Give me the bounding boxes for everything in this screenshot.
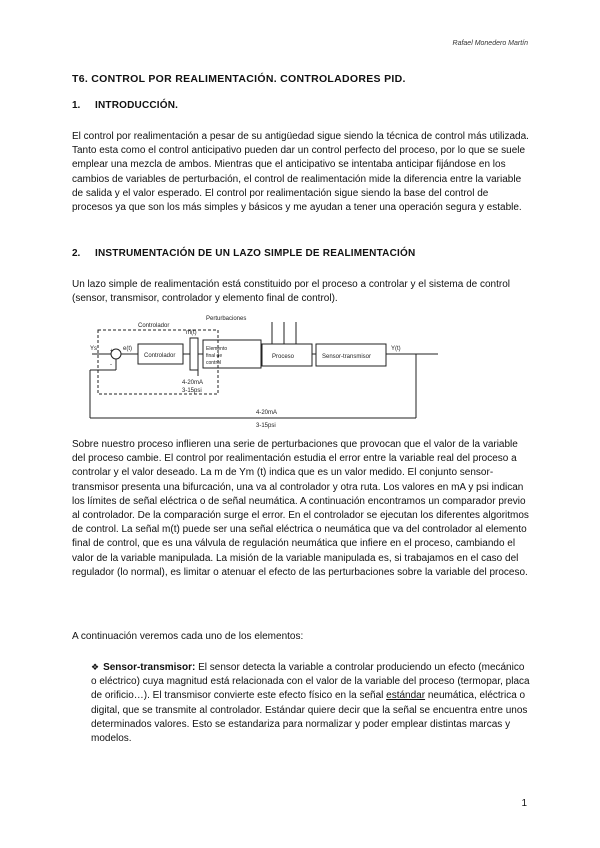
sensor-block-label: Sensor-transmisor bbox=[322, 354, 372, 360]
section2-heading: INSTRUMENTACIÓN DE UN LAZO SIMPLE DE REALIMENTACIÓN bbox=[95, 248, 416, 259]
final-element-label-1: Elemento bbox=[206, 346, 228, 352]
document-title: T6. CONTROL POR REALIMENTACIÓN. CONTROLADORES PID. bbox=[72, 73, 406, 85]
disturbances-label: Perturbaciones bbox=[206, 316, 247, 322]
section1-heading: INTRODUCCIÓN. bbox=[95, 100, 179, 111]
section1-paragraph: El control por realimentación a pesar de su antigüedad sigue siendo la técnica de control más utilizada. Tanto esta como el control anticipativo pueden dar un control perfecto del proceso, por lo que se suele emplear una mezcla de ambos. Mientras que el anticipativo se intentaba anticipar fijándose en los cambios de variables de perturbación, el control de realimentación mide la diferencia entre la variable de salida y el valor esperado. El control por realimentación sigue siendo la base del control de procesos ya que son los más simples y básicos y me ayudan a tener una operación segura y estable. bbox=[72, 131, 529, 214]
section1-number: 1. bbox=[72, 100, 81, 111]
sensor-bullet-label: Sensor-transmisor: bbox=[103, 662, 196, 673]
outer-psi-label: 3-15psi bbox=[256, 423, 276, 429]
elements-intro: A continuación veremos cada uno de los elementos: bbox=[72, 631, 304, 642]
sensor-bullet-underlined: estándar bbox=[386, 690, 426, 702]
page-number: 1 bbox=[521, 798, 527, 809]
minus-sign: - bbox=[110, 362, 112, 368]
inner-ma-label: 4-20mA bbox=[182, 380, 204, 386]
final-element-label-2: final de bbox=[206, 353, 223, 359]
section2-number: 2. bbox=[72, 248, 81, 259]
output-label: Y(t) bbox=[391, 346, 401, 352]
process-block-label: Proceso bbox=[272, 354, 295, 360]
final-element-label-3: control bbox=[206, 360, 222, 366]
inner-psi-label: 3-15psi bbox=[182, 388, 202, 394]
plus-sign: + bbox=[110, 348, 113, 354]
outer-ma-label: 4-20mA bbox=[256, 410, 278, 416]
setpoint-label: Ys bbox=[90, 346, 98, 352]
author-header: Rafael Monedero Martín bbox=[452, 40, 528, 47]
manipulated-signal-label: m(t) bbox=[186, 330, 197, 336]
sensor-bullet-text-2: neumática, eléctrica o digital, que se transmite al controlador. Estándar quiere decir que la señal se encuentra entre unos determinados valores. Esto se estandariza para normalizar y poder emplear distintas marcas y modelos. bbox=[91, 690, 528, 745]
error-label: e(t) bbox=[123, 346, 132, 352]
section2-intro: Un lazo simple de realimentación está constituido por el proceso a controlar y el sistema de control (sensor, transmisor, controlador y elemento final de control). bbox=[72, 279, 510, 305]
section2-paragraph: Sobre nuestro proceso inflieren una serie de perturbaciones que provocan que el valor de la variable del proceso cambie. El control por realimentación estudia el error entre la variable real del proceso a controlar y el valor deseado. La m de Ym (t) indica que es un valor medido. El conjunto sensor-transmisor presenta una bifurcación, una va al controlador y otra ruta. Los valores en mA y psi indican los límites de señal eléctrica o de señal neumática. A continuación encontramos un comparador previo al controlador. De la comparación surge el error. En el controlador se ejecutan los diferentes algoritmos de control. La señal m(t) puede ser una señal eléctrica o neumática que va del controlador al elemento final de control, que es una válvula de regulación neumática que infiere en el proceso, cambiando el valor de la variable manipulada. La misión de la variable manipulada es, si trabajamos en el caso del regulador (lo normal), es limitar o atenuar el efecto de las perturbaciones sobre la variable del proceso. bbox=[72, 439, 529, 578]
sensor-bullet bbox=[91, 660, 531, 746]
feedback-loop-diagram bbox=[86, 314, 518, 432]
controller-block-label: Controlador bbox=[144, 353, 176, 359]
diamond-bullet-icon: ❖ bbox=[91, 662, 100, 672]
controller-group-label: Controlador bbox=[138, 323, 170, 329]
sensor-bullet-text-1: El sensor detecta la variable a controlar produciendo un efecto (mecánico o eléctrico) cuya magnitud está relacionada con el valor de la variable del proceso (termopar, placa de orificio…). El transmisor convierte este efecto físico en la señal bbox=[91, 662, 530, 702]
